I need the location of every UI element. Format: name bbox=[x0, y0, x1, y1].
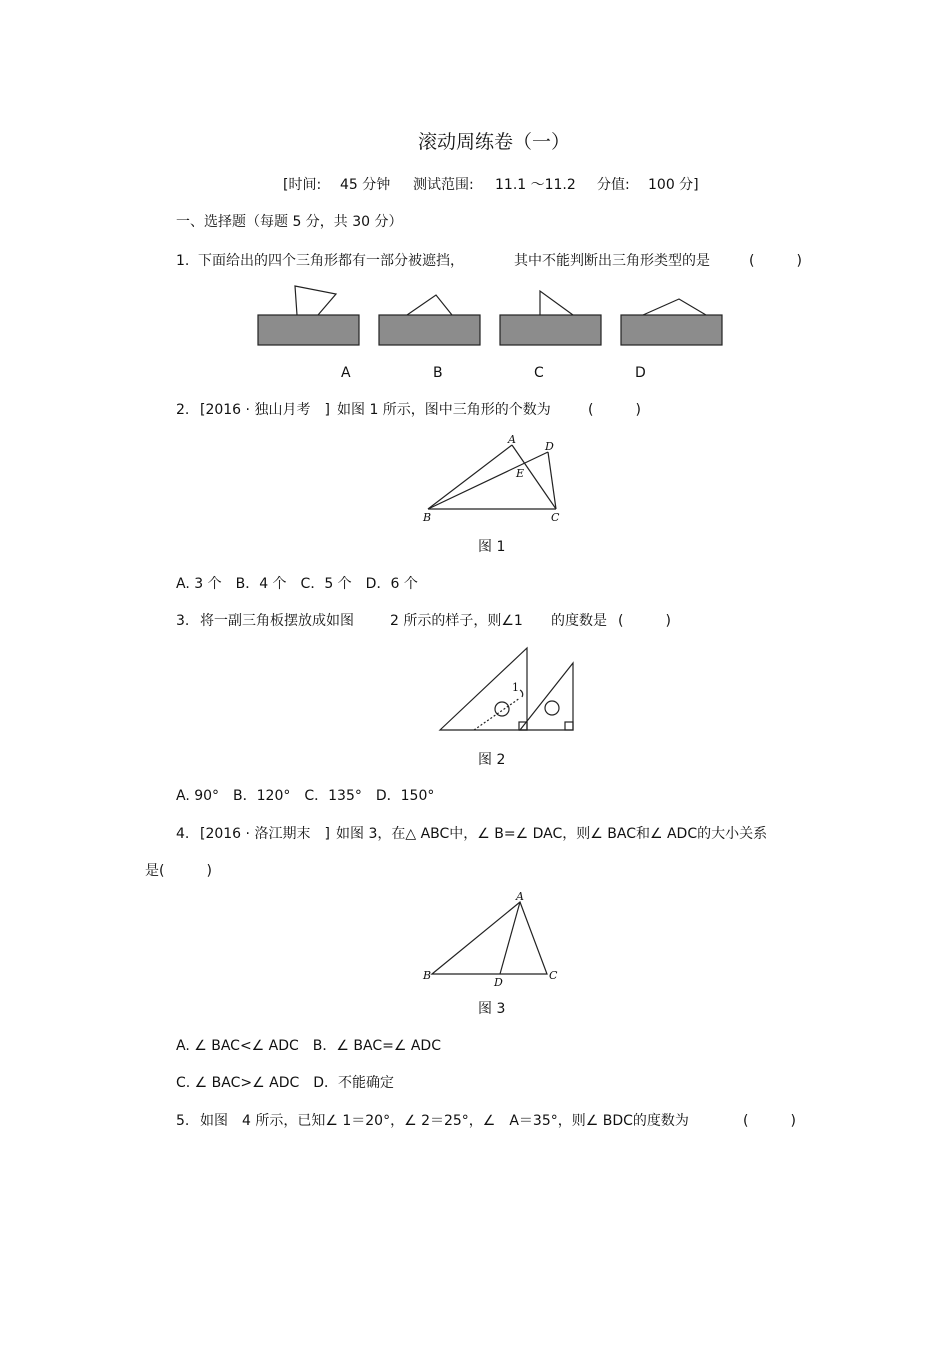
triangle-abc bbox=[432, 902, 547, 974]
q1-triangle-a bbox=[295, 286, 336, 315]
right-angle-mark-30 bbox=[565, 722, 573, 730]
range-value: 11.1 ～11.2 bbox=[495, 177, 576, 193]
point-a: A bbox=[516, 890, 524, 903]
q1-text-b: 其中不能判断出三角形类型的是 bbox=[514, 253, 710, 269]
q3-number: 3. bbox=[176, 613, 190, 629]
q3-caption: 图 2 bbox=[478, 752, 506, 768]
point-c: C bbox=[549, 969, 558, 982]
section-heading: 一、选择题（每题 5 分，共 30 分） bbox=[176, 214, 403, 230]
q2-text: 如图 1 所示，图中三角形的个数为 bbox=[337, 402, 551, 418]
q1-text-a: 下面给出的四个三角形都有一部分被遮挡， bbox=[198, 253, 464, 269]
q1-cover-c bbox=[500, 315, 601, 345]
q3-answer-paren: ( ) bbox=[618, 613, 671, 629]
q4-caption: 图 3 bbox=[478, 1001, 506, 1017]
range-label: 测试范围: bbox=[413, 177, 474, 193]
score-value: 100 分] bbox=[648, 177, 699, 193]
q5-answer-paren: ( ) bbox=[743, 1113, 796, 1129]
q5-text: 如图 4 所示，已知∠ 1＝20°，∠ 2＝25°，∠ A＝35°，则∠ BDC的度数为 bbox=[200, 1113, 689, 1129]
point-d: D bbox=[545, 440, 554, 453]
point-a: A bbox=[508, 433, 516, 446]
q4-text-cont: 是( ) bbox=[145, 863, 212, 879]
q1-triangle-c bbox=[540, 291, 573, 315]
q1-label-c: C bbox=[534, 365, 544, 381]
q1-triangle-b bbox=[407, 295, 452, 315]
q2-caption: 图 1 bbox=[478, 539, 506, 555]
q4-options-row1: A. ∠ BAC<∠ ADC B．∠ BAC=∠ ADC bbox=[176, 1038, 441, 1054]
q1-cover-d bbox=[621, 315, 722, 345]
q3-text-b: 2 所示的样子，则∠1 bbox=[390, 613, 523, 629]
q3-text-a: 将一副三角板摆放成如图 bbox=[200, 613, 354, 629]
q1-answer-paren: ( ) bbox=[749, 253, 802, 269]
q1-cover-b bbox=[379, 315, 480, 345]
segment-dc bbox=[548, 452, 556, 509]
angle-1-arc bbox=[520, 690, 523, 697]
q2-number: 2. bbox=[176, 402, 190, 418]
q1-triangle-d bbox=[643, 299, 706, 315]
set-square-30-hole bbox=[545, 701, 559, 715]
q4-number: 4. bbox=[176, 826, 190, 842]
set-square-30 bbox=[520, 663, 573, 730]
point-b: B bbox=[423, 969, 432, 982]
q3-options: A. 90° B．120° C．135° D．150° bbox=[176, 788, 435, 804]
q4-text: 如图 3，在△ ABC中，∠ B=∠ DAC，则∠ BAC和∠ ADC的大小关系 bbox=[336, 826, 768, 842]
time-value: 45 分钟 bbox=[340, 177, 391, 193]
q2-options: A. 3 个 B．4 个 C．5 个 D．6 个 bbox=[176, 576, 418, 592]
q1-label-b: B bbox=[433, 365, 443, 381]
q2-figure bbox=[0, 430, 950, 530]
q2-source: [2016 · 独山月考 ] bbox=[200, 402, 330, 418]
q1-label-a: A bbox=[341, 365, 351, 381]
segment-bd bbox=[428, 452, 548, 509]
segment-ba bbox=[428, 445, 512, 509]
point-e: E bbox=[516, 467, 525, 480]
q3-figure bbox=[0, 640, 950, 740]
q3-text-c: 的度数是 bbox=[551, 613, 607, 629]
time-label: [时间: bbox=[283, 177, 322, 193]
q5-number: 5. bbox=[176, 1113, 190, 1129]
q1-label-d: D bbox=[635, 365, 646, 381]
point-d: D bbox=[494, 976, 503, 989]
segment-ad bbox=[500, 902, 520, 974]
q4-options-row2: C. ∠ BAC>∠ ADC D．不能确定 bbox=[176, 1075, 395, 1091]
q1-cover-a bbox=[258, 315, 359, 345]
hidden-edge bbox=[474, 698, 520, 730]
point-c: C bbox=[551, 511, 560, 524]
page-title: 滚动周练卷（一） bbox=[418, 131, 571, 153]
q1-number: 1. bbox=[176, 253, 190, 269]
q4-source: [2016 · 洛江期末 ] bbox=[200, 826, 330, 842]
score-label: 分值: bbox=[597, 177, 630, 193]
q4-figure bbox=[0, 890, 950, 990]
point-b: B bbox=[423, 511, 432, 524]
q2-answer-paren: ( ) bbox=[588, 402, 641, 418]
q1-figure bbox=[0, 282, 950, 352]
angle-1-label: 1 bbox=[512, 681, 519, 694]
